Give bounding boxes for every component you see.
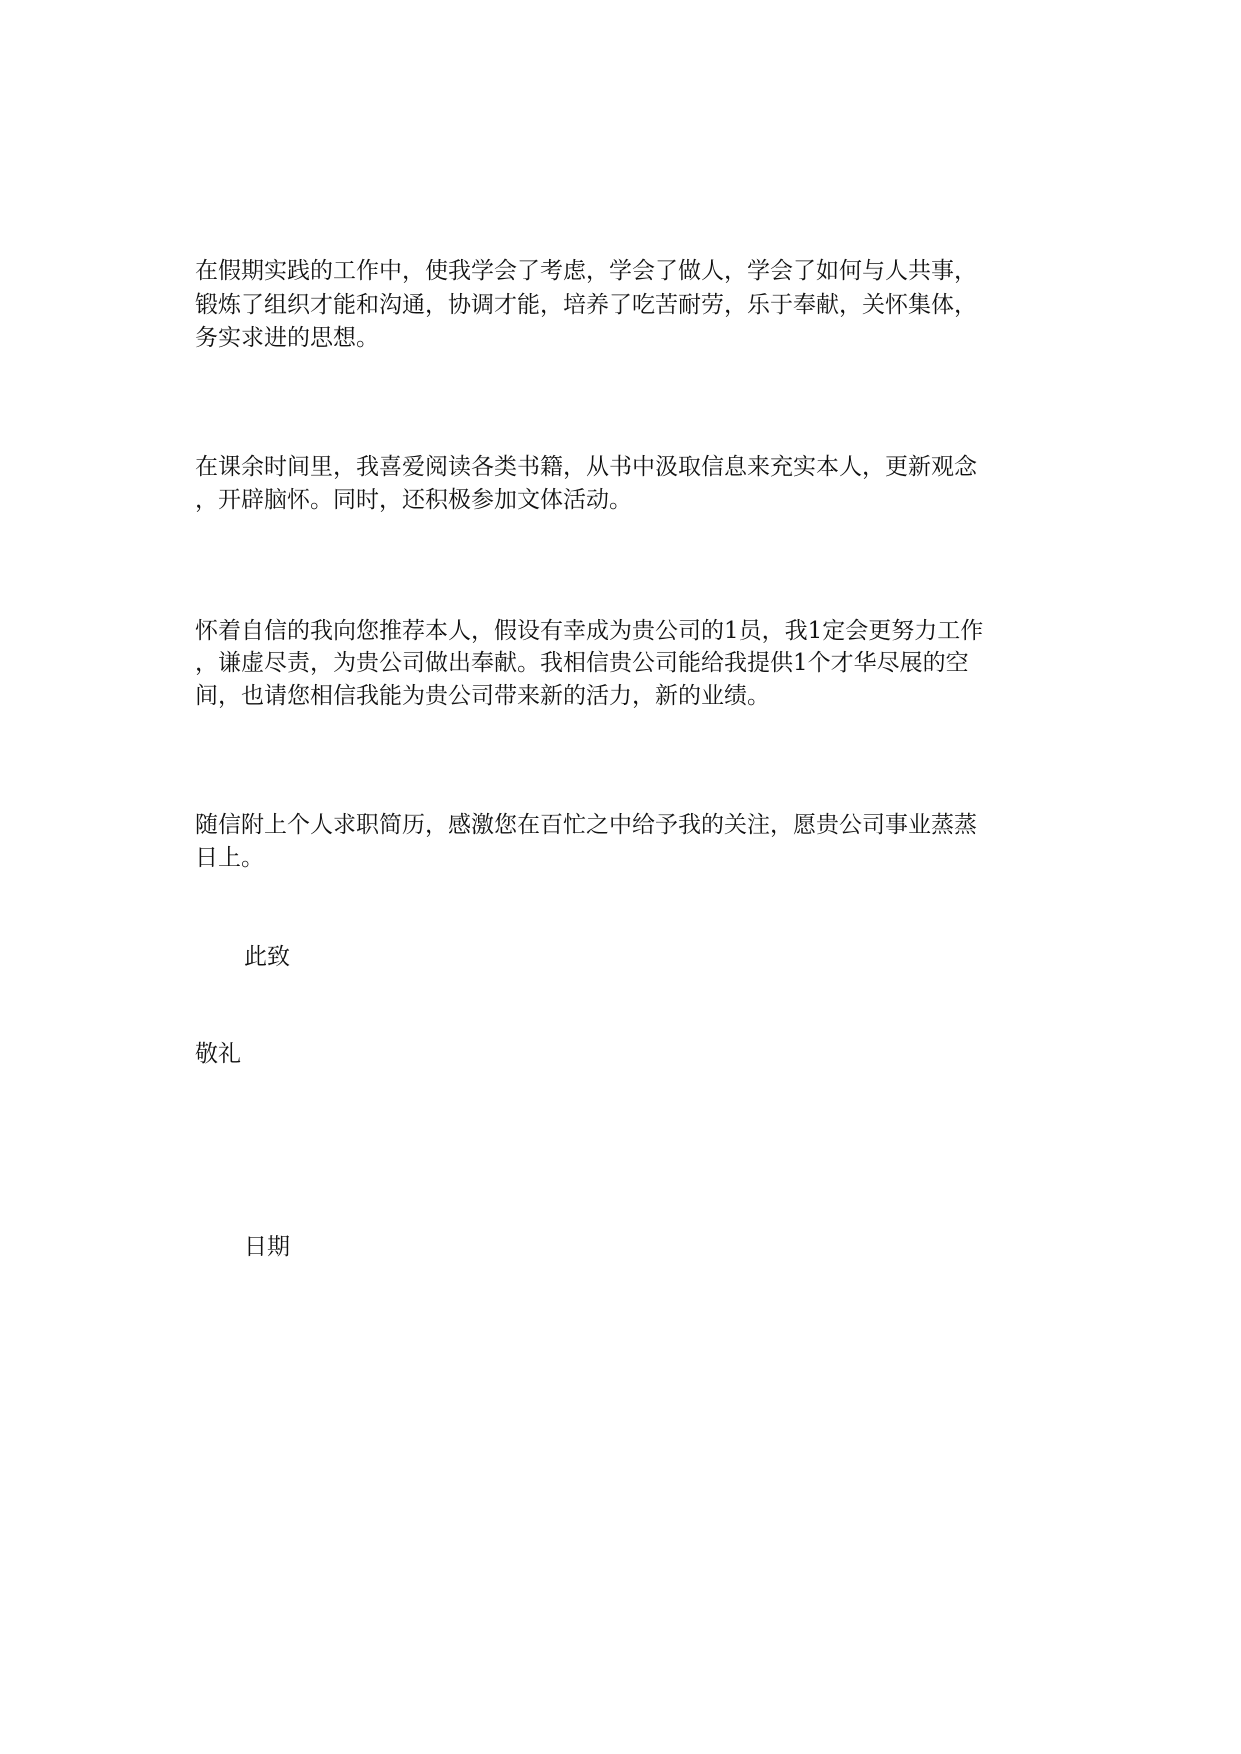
paragraph-line: 随信附上个人求职简历，感激您在百忙之中给予我的关注，愿贵公司事业蒸蒸 xyxy=(195,812,977,838)
paragraph-line: 怀着自信的我向您推荐本人，假设有幸成为贵公司的1员，我1定会更努力工作 xyxy=(195,618,984,644)
date-label: 日期 xyxy=(244,1234,290,1260)
paragraph-line: 务实求进的思想。 xyxy=(195,325,379,351)
paragraph-line: 在课余时间里，我喜爱阅读各类书籍，从书中汲取信息来充实本人，更新观念 xyxy=(195,454,977,480)
paragraph-line: 间，也请您相信我能为贵公司带来新的活力，新的业绩。 xyxy=(195,683,770,709)
paragraph-line: ，谦虚尽责，为贵公司做出奉献。我相信贵公司能给我提供1个才华尽展的空 xyxy=(195,650,969,676)
paragraph-line: 在假期实践的工作中，使我学会了考虑，学会了做人，学会了如何与人共事， xyxy=(195,258,977,284)
closing-text: 此致 xyxy=(244,944,290,970)
salute-text: 敬礼 xyxy=(195,1041,241,1067)
paragraph-line: ，开辟脑怀。同时，还积极参加文体活动。 xyxy=(195,487,632,513)
paragraph-line: 锻炼了组织才能和沟通，协调才能，培养了吃苦耐劳，乐于奉献，关怀集体， xyxy=(195,292,977,318)
paragraph-line: 日上。 xyxy=(195,845,264,871)
